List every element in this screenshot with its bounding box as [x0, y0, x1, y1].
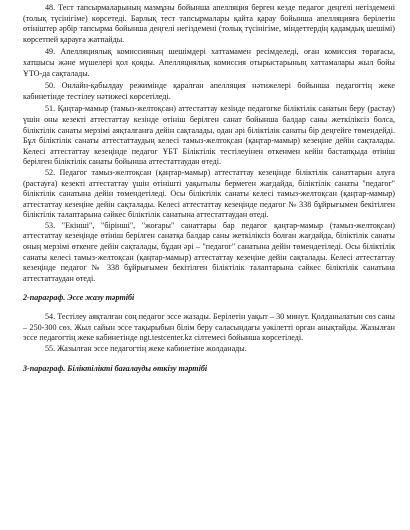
section-2-heading: 2-параграф. Эссе жазу тәртібі: [23, 293, 135, 303]
paragraph-51: 51. Қаңтар-мамыр (тамыз-желтоқсан) аттестаттау кезінде педагогке біліктілік санатын беру (растау) үшін оны кезекті аттестаттау кезінде өтініш берілген санат бойынша балдар саны жеткіліксіз болса, біліктілік санаты мерзімі аяқталғанға дейін сақталады, одан әрі біліктілік санаты бір деңгейге төмендейді. Бұл біліктілік санаты аттестаттаудың келесі тамыз-желтоқсан (қаңтар-мамыр) кезеңіне дейін сақталады. Келесі аттестаттау кезеңінде педагог ҰБТ Біліктілік тестілеуінен өткенмен кейін бастапқыда өтініш берілген біліктілік санаты бойынша аттестаттаудан өтеді.: [23, 104, 395, 167]
paragraph-54: 54. Тестілеу аяқталған соң педагог эссе жазады. Берілетін уақыт – 30 минут. Қолданылатын сөз саны – 250-300 сөз. Жыл сайын эссе тақырыбын білім беру саласындағы уәкілетті орган анықтайды. Жазылған эссе педагогтің жеке кабинетінде ngt.testcenter.kz сілтемесі бойынша көрсетіледі.: [23, 312, 395, 343]
paragraph-50: 50. Онлайн-қабылдау режимінде қаралған апелляция нәтижелері бойынша педагогтің жеке кабинетінде тестілеу нәтижесі көрсетіледі.: [23, 81, 395, 101]
paragraph-53: 53. "Екінші", "бірінші", "жоғары" санаттары бар педагог қаңтар-мамыр (тамыз-желтоқсан) аттестаттау кезеңінде өтініш берілген санатқа балдар саны жеткіліксіз болған жағдайда, біліктілік санаты оның мерзімі өткенге дейін сақталады, бұдан әрі – "педагог" санатына дейін төмендетіледі. Осы біліктілік санаты келесі тамыз-желтоқсан (қаңтар-мамыр) аттестаттау кезеңіне дейін сақталады. Келесі аттестаттау кезеңінде педагог № 338 бұйрығымен бекітілген біліктілік талаптарына сәйкес біліктілік санатына аттестаттаудан өтеді.: [23, 220, 395, 283]
paragraph-48: 48. Тест тапсырмаларының мазмұны бойынша апелляция берген кезде педагог деңгелі негіздемені (толық түсінігіме) көрсетеді. Барлық тест тапсырмалары қайта қарау бойынша апелляцияға берілетін өтініштер әрбір тапсырма бойынша деңгелі негіздемені (толық түсінігіме, міндеттердің қадамдық шешімі) көрсетпей қарауға жатпайды.: [23, 3, 395, 44]
paragraph-55: 55. Жазылған эссе педагогтің жеке кабинетіне жолданады.: [45, 343, 247, 353]
section-3-heading: 3-параграф. Біліктілікті бағалауды өткізу тәртібі: [23, 364, 208, 374]
paragraph-49: 49. Апелляциялық комиссияның шешімдері хаттамамен ресімделеді, оған комиссия төрағасы, хатшысы және мүшелері қол қояды. Апелляциялық комиссия отырыстарының хаттамалары жыл бойы ҰТО-да сақталады.: [23, 47, 395, 78]
paragraph-52: 52. Педагог тамыз-желтоқсан (қаңтар-мамыр) аттестаттау кезеңінде біліктілік санаттарын алуға (растауға) кезекті аттестаттау үшін өтінішті уақытылы бермеген жағдайда, біліктілік санаты "педагог" біліктілік санатына дейін төмендетіледі. Осы біліктілік санаты келесі тамыз-желтоқсан (қаңтар-мамыр) аттестаттау кезеңіне дейін сақталады. Келесі аттестаттау кезеңінде педагог № 338 бұйрығымен бекітілген біліктілік талаптарына сәйкес біліктілік санатына аттестаттаудан өтеді.: [23, 167, 395, 220]
